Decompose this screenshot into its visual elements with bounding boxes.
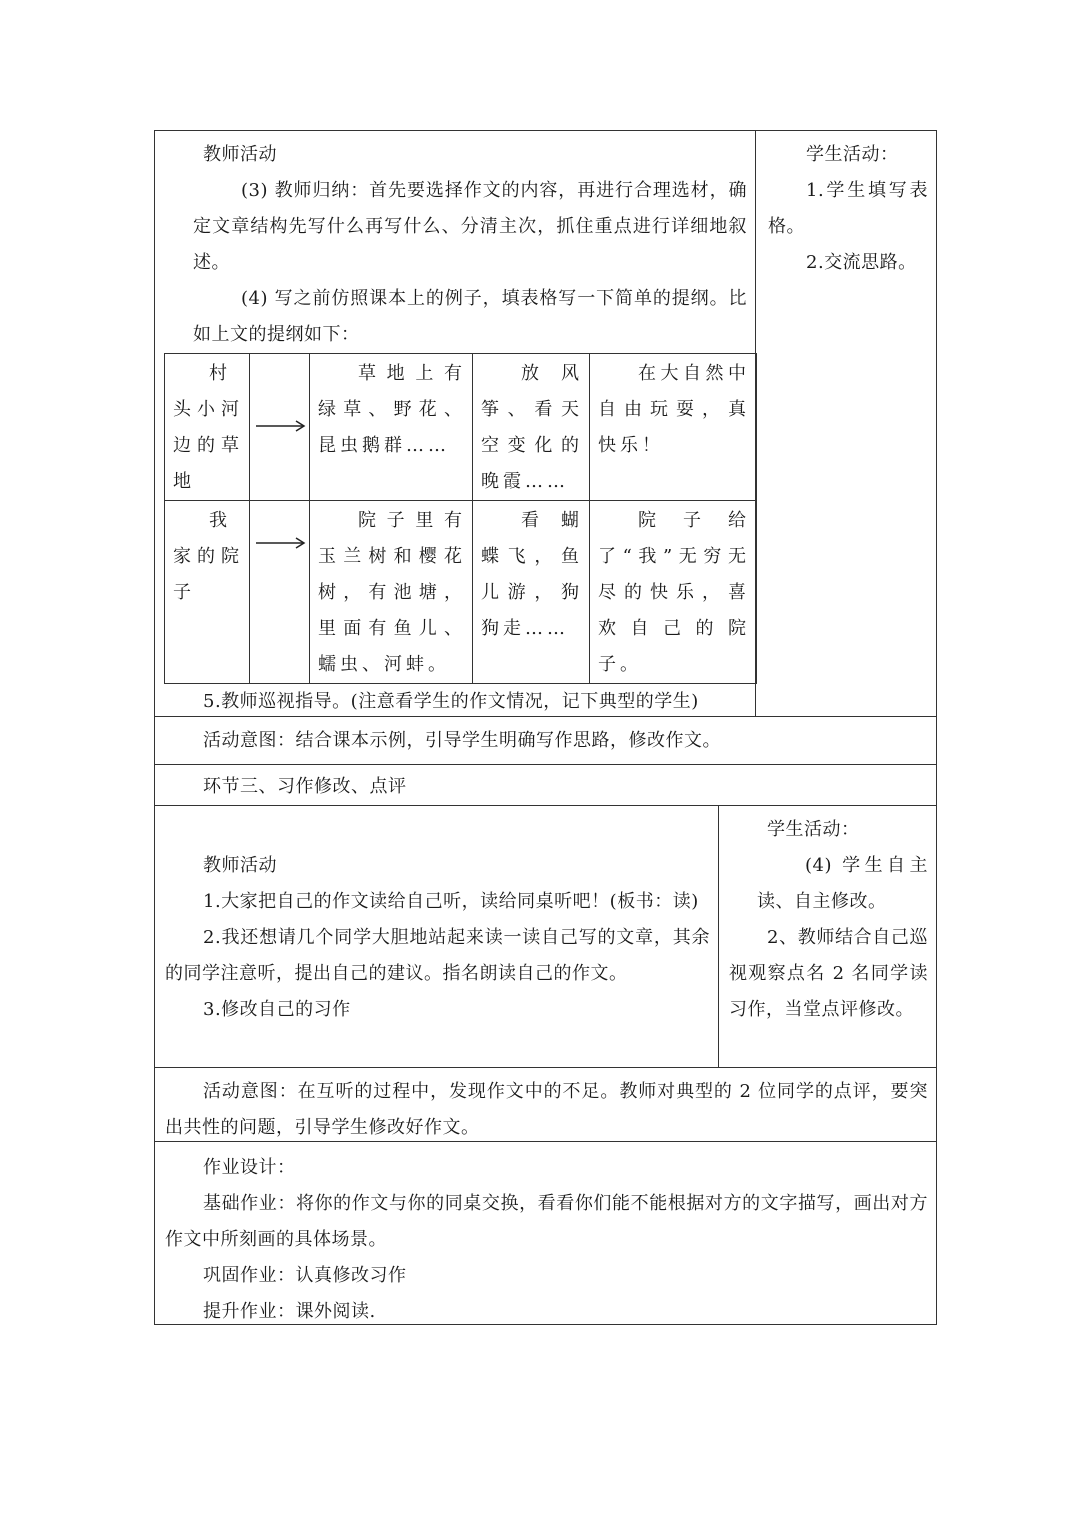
student-step-1: 1.学生填写表格。 bbox=[768, 180, 928, 237]
student-activity-heading: 学生活动： bbox=[806, 144, 899, 165]
teacher-activity-heading: 教师活动 bbox=[203, 144, 277, 165]
student-step-2: 2.交流思路。 bbox=[806, 252, 917, 273]
teacher-step-1: 1.大家把自己的作文读给自己听，读给同桌听吧！(板书：读) bbox=[203, 891, 699, 912]
teacher-activity-heading: 教师活动 bbox=[203, 855, 277, 876]
student-activity-cell bbox=[719, 806, 936, 1067]
homework-heading: 作业设计： bbox=[203, 1157, 296, 1178]
outline-place: 我家的院子 bbox=[165, 501, 250, 684]
student-activity-cell bbox=[756, 131, 936, 716]
outline-arrow-cell bbox=[250, 354, 310, 501]
teacher-activity-cell bbox=[155, 806, 719, 1067]
section-title-row bbox=[155, 765, 936, 806]
outline-feeling: 在大自然中自由玩耍，真快乐！ bbox=[590, 354, 757, 501]
lesson-plan-table bbox=[154, 130, 937, 1325]
outline-activity: 放风筝、看天空变化的晚霞…… bbox=[473, 354, 590, 501]
homework-consolidate: 巩固作业：认真修改习作 bbox=[203, 1265, 407, 1286]
activity-row-1 bbox=[155, 131, 936, 717]
outline-row bbox=[165, 501, 757, 684]
outline-scene: 草地上有绿草、野花、昆虫鹅群…… bbox=[310, 354, 473, 501]
outline-row bbox=[165, 354, 757, 501]
activity-intent-row bbox=[155, 717, 936, 765]
arrow-right-icon bbox=[256, 537, 306, 549]
homework-basic: 基础作业：将你的作文与你的同桌交换，看看你们能不能根据对方的文字描写，画出对方作文中所刻画的具体场景。 bbox=[165, 1193, 928, 1250]
outline-place: 村头小河边的草地 bbox=[165, 354, 250, 501]
outline-arrow-cell bbox=[250, 501, 310, 684]
outline-scene: 院子里有玉兰树和樱花树，有池塘，里面有鱼儿、蠕虫、河蚌。 bbox=[310, 501, 473, 684]
teacher-step-4: (4) 写之前仿照课本上的例子，填表格写一下简单的提纲。比如上文的提纲如下： bbox=[193, 288, 747, 345]
teacher-step-5: 5.教师巡视指导。(注意看学生的作文情况，记下典型的学生) bbox=[203, 691, 699, 712]
teacher-activity-cell bbox=[155, 131, 756, 716]
activity-intent-text: 活动意图：结合课本示例，引导学生明确写作思路，修改作文。 bbox=[203, 730, 721, 751]
teacher-step-2: 2.我还想请几个同学大胆地站起来读一读自己写的文章，其余的同学注意听，提出自己的建议。指名朗读自己的作文。 bbox=[165, 927, 710, 984]
section-title: 环节三、习作修改、点评 bbox=[203, 776, 407, 797]
teacher-step-3: (3) 教师归纳：首先要选择作文的内容，再进行合理选材，确定文章结构先写什么再写什么、分清主次，抓住重点进行详细地叙述。 bbox=[193, 180, 747, 273]
activity-row-2 bbox=[155, 806, 936, 1068]
outline-activity: 看蝴蝶飞，鱼儿游，狗狗走…… bbox=[473, 501, 590, 684]
outline-feeling: 院子给了“我”无穷无尽的快乐，喜欢自己的院子。 bbox=[590, 501, 757, 684]
activity-intent-row bbox=[155, 1068, 936, 1142]
student-step-1: (4) 学生自主读、自主修改。 bbox=[757, 855, 928, 912]
teacher-step-3: 3.修改自己的习作 bbox=[203, 999, 351, 1020]
activity-intent-text: 活动意图：在互听的过程中，发现作文中的不足。教师对典型的 2 位同学的点评，要突出共性的问题，引导学生修改好作文。 bbox=[165, 1081, 928, 1138]
arrow-right-icon bbox=[256, 420, 306, 432]
outline-table bbox=[164, 353, 757, 684]
student-step-2: 2、教师结合自己巡视观察点名 2 名同学读习作，当堂点评修改。 bbox=[729, 927, 928, 1020]
student-activity-heading: 学生活动： bbox=[767, 819, 860, 840]
homework-advance: 提升作业：课外阅读. bbox=[203, 1301, 376, 1322]
homework-row bbox=[155, 1142, 936, 1324]
